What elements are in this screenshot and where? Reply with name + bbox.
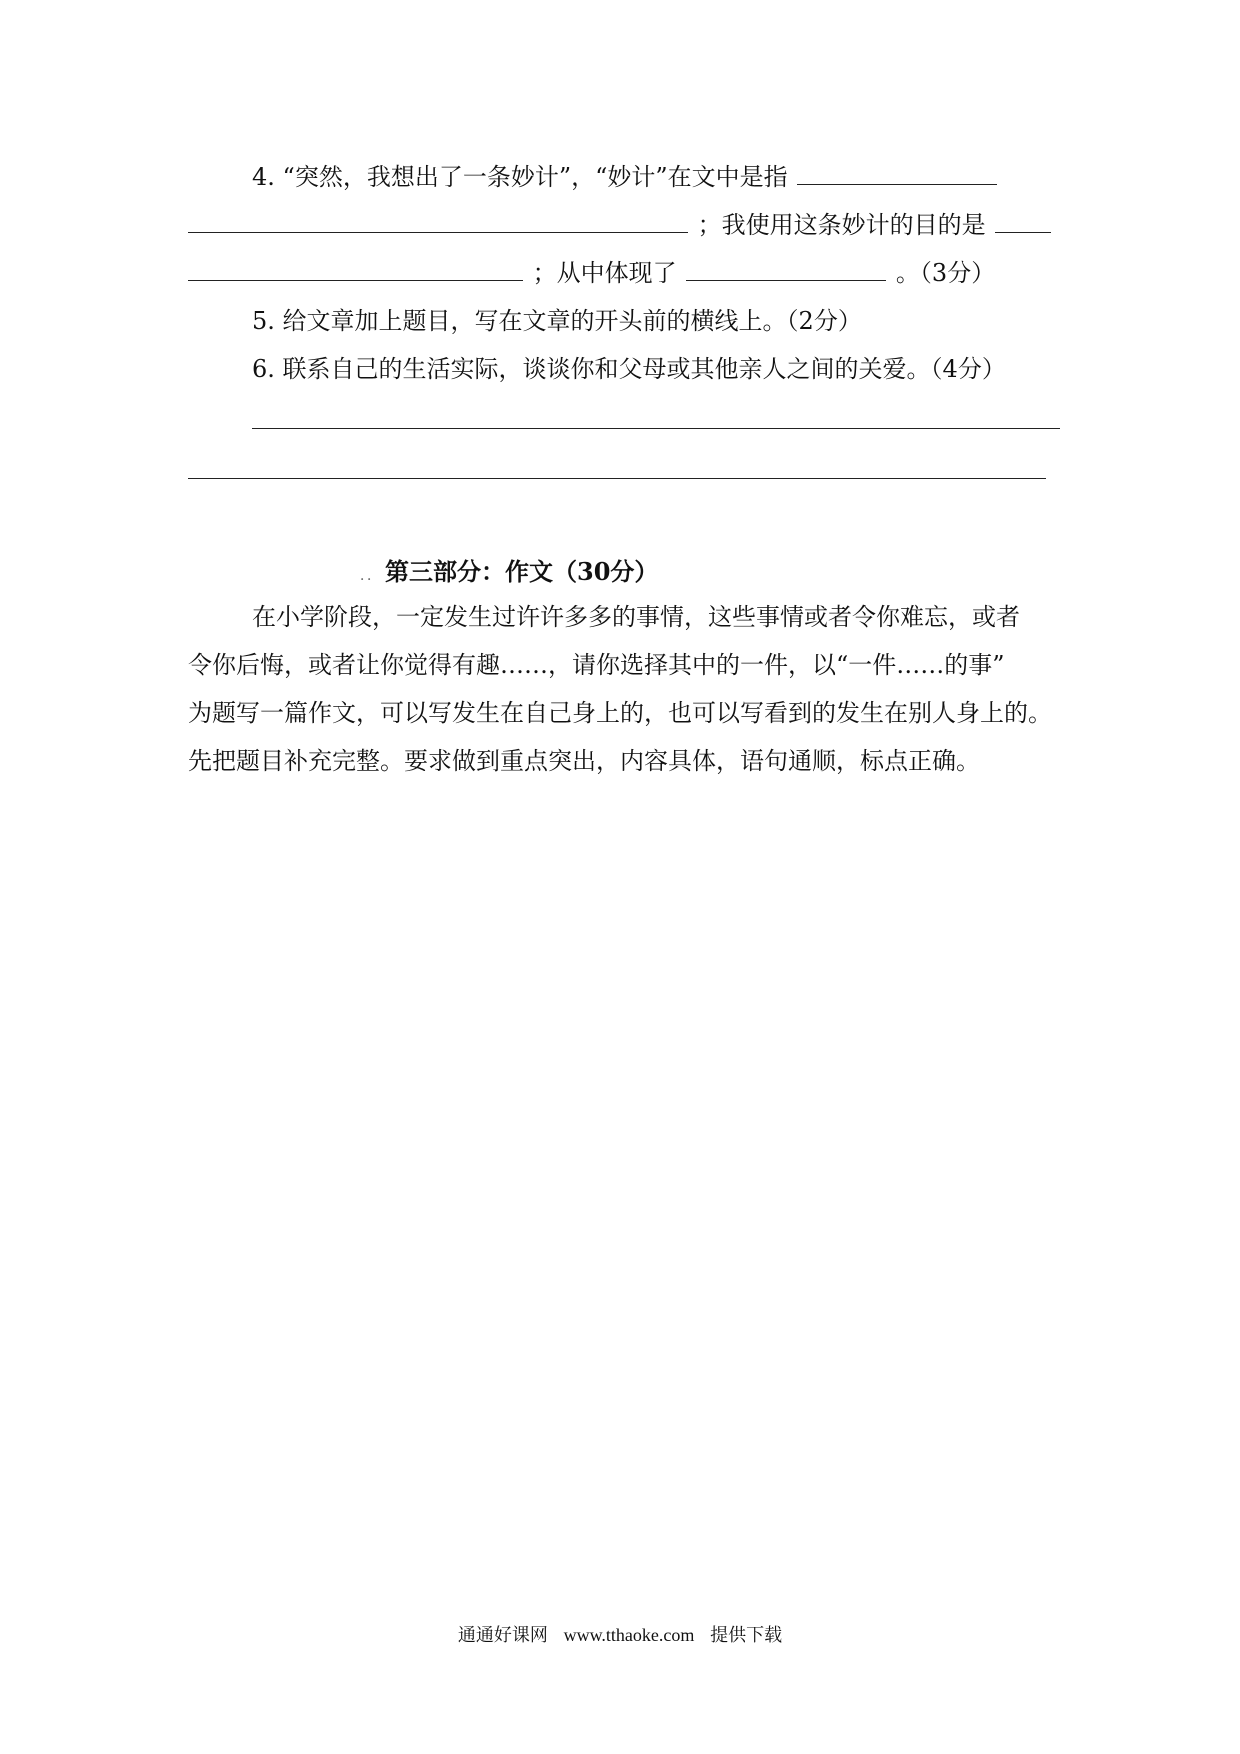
question-5-number: 5. [252,307,275,335]
question-4-number: 4. [252,163,275,191]
question-4-line-3 [188,252,1063,294]
answer-blank[interactable] [188,204,688,233]
question-4-line-2 [188,204,1063,246]
essay-prompt-line: 在小学阶段，一定发生过许许多多的事情，这些事情或者令你难忘，或者 [252,603,1020,631]
question-6 [252,348,1063,390]
question-5-text: 给文章加上题目，写在文章的开头前的横线上。（2分） [282,307,862,335]
answer-line[interactable] [188,478,1046,479]
section-3-heading [360,552,658,596]
footer-url[interactable]: www.tthaoke.com [563,1625,695,1645]
answer-line[interactable] [252,428,1060,429]
essay-prompt-line: 令你后悔，或者让你觉得有趣……，请你选择其中的一件，以“一件……的事” [188,651,1005,679]
question-4-line-1 [252,156,1063,198]
footer-suffix: 提供下载 [710,1625,783,1646]
essay-prompt-line: 先把题目补充完整。要求做到重点突出，内容具体，语句通顺，标点正确。 [188,747,980,775]
heading-lead-dots: ．． [360,568,381,584]
question-4-text-d: 。（3分） [895,259,996,287]
page-footer [0,1620,1240,1651]
essay-prompt-line: 为题写一篇作文，可以写发生在自己身上的，也可以写看到的发生在别人身上的。 [188,699,1052,727]
answer-blank[interactable] [686,252,886,281]
question-6-number: 6. [252,355,275,383]
footer-site-name: 通通好课网 [457,1625,548,1646]
answer-blank[interactable] [797,156,997,185]
question-4-text-b: ；我使用这条妙计的目的是 [697,211,986,239]
section-3-title: 第三部分：作文（30分） [385,557,659,586]
answer-blank[interactable] [188,252,523,281]
question-4-text-c: ；从中体现了 [532,259,677,287]
answer-blank[interactable] [995,204,1051,233]
question-5 [252,300,1063,342]
question-6-text: 联系自己的生活实际，谈谈你和父母或其他亲人之间的关爱。（4分） [282,355,1006,383]
question-4-text-a: “突然，我想出了一条妙计”，“妙计”在文中是指 [282,163,788,191]
